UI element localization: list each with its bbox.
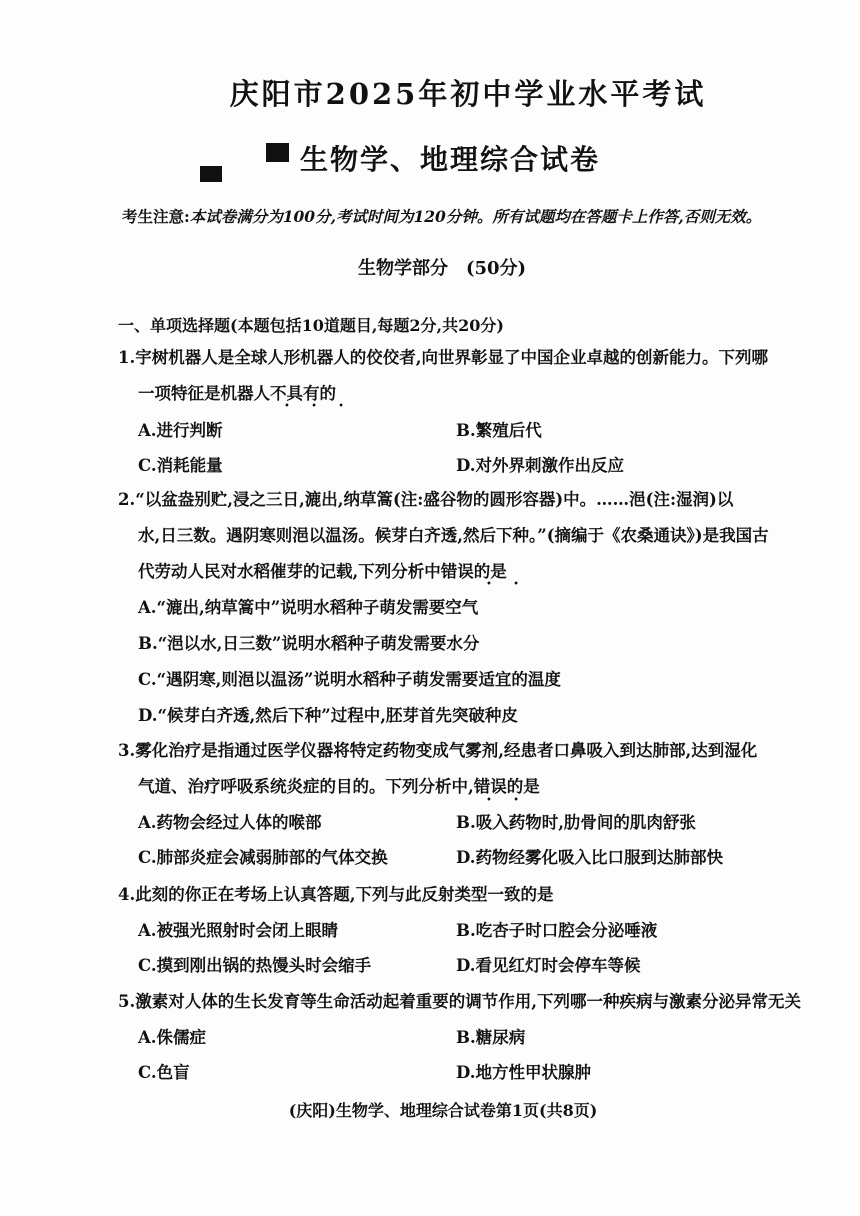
- question-1-option-c: C.消耗能量: [138, 456, 223, 475]
- question-2-line-1: 2.“以盆盎别贮,浸之三日,漉出,纳草篙(注:盛谷物的圆形容器)中。……浥(注:湿润)以: [118, 490, 734, 509]
- question-4-option-c: C.摸到刚出锅的热馒头时会缩手: [138, 956, 372, 975]
- question-2-option-d: D.“候芽白齐透,然后下种”过程中,胚芽首先突破种皮: [138, 706, 518, 725]
- question-5-option-b: B.糖尿病: [456, 1028, 526, 1047]
- emphasis-dots: • •: [486, 579, 528, 590]
- question-2-line-2: 水,日三数。遇阴寒则浥以温汤。候芽白齐透,然后下种。”(摘编于《农桑通诀》)是我国古: [138, 526, 769, 545]
- question-2-option-a: A.“漉出,纳草篙中”说明水稻种子萌发需要空气: [138, 598, 479, 617]
- question-4-option-d: D.看见红灯时会停车等候: [456, 956, 641, 975]
- question-1-option-d: D.对外界刺激作出反应: [456, 456, 624, 475]
- exam-title: 庆阳市2025年初中学业水平考试: [229, 77, 707, 111]
- question-1-option-b: B.繁殖后代: [456, 421, 542, 440]
- paper-title: 生物学、地理综合试卷: [299, 143, 600, 176]
- question-5-option-a: A.侏儒症: [138, 1028, 207, 1047]
- question-2-option-c: C.“遇阴寒,则浥以温汤”说明水稻种子萌发需要适宜的温度: [138, 670, 561, 689]
- emphasis-dots: • • •: [284, 401, 354, 412]
- question-5-line-1: 5.激素对人体的生长发育等生命活动起着重要的调节作用,下列哪一种疾病与激素分泌异常无关: [118, 992, 801, 1011]
- section-title: 生物学部分 (50分): [357, 258, 527, 279]
- question-3-option-b: B.吸入药物时,肋骨间的肌肉舒张: [456, 813, 696, 832]
- question-4-line-1: 4.此刻的你正在考场上认真答题,下列与此反射类型一致的是: [118, 885, 554, 904]
- question-2-option-b: B.“浥以水,日三数”说明水稻种子萌发需要水分: [138, 634, 480, 653]
- question-2-line-3: 代劳动人民对水稻催芽的记载,下列分析中错误的是: [138, 562, 507, 581]
- question-1-line-1: 1.宇树机器人是全球人形机器人的佼佼者,向世界彰显了中国企业卓越的创新能力。下列哪: [118, 348, 768, 367]
- notice-label: 考生注意:: [122, 207, 190, 226]
- notice-text: 本试卷满分为100分,考试时间为120分钟。所有试题均在答题卡上作答,否则无效。: [189, 207, 762, 226]
- question-5-option-c: C.色盲: [138, 1063, 190, 1082]
- question-4-option-a: A.被强光照射时会闭上眼睛: [138, 921, 339, 940]
- part-heading: 一、单项选择题(本题包括10道题目,每题2分,共20分): [118, 316, 504, 335]
- emphasis-dots: • •: [486, 795, 528, 806]
- question-1-line-2: 一项特征是机器人不具有的: [138, 384, 336, 403]
- question-3-line-2: 气道、治疗呼吸系统炎症的目的。下列分析中,错误的是: [138, 777, 540, 796]
- candidate-notice: [122, 205, 822, 227]
- question-3-line-1: 3.雾化治疗是指通过医学仪器将特定药物变成气雾剂,经患者口鼻吸入到达肺部,达到湿化: [118, 741, 758, 760]
- question-5-option-d: D.地方性甲状腺肿: [456, 1063, 591, 1082]
- question-4-option-b: B.吃杏子时口腔会分泌唾液: [456, 921, 658, 940]
- page-footer: (庆阳)生物学、地理综合试卷第1页(共8页): [288, 1101, 598, 1120]
- question-3-option-d: D.药物经雾化吸入比口服到达肺部快: [456, 848, 723, 867]
- question-3-option-a: A.药物会经过人体的喉部: [138, 813, 322, 832]
- question-3-option-c: C.肺部炎症会减弱肺部的气体交换: [138, 848, 388, 867]
- question-1-option-a: A.进行判断: [138, 421, 223, 440]
